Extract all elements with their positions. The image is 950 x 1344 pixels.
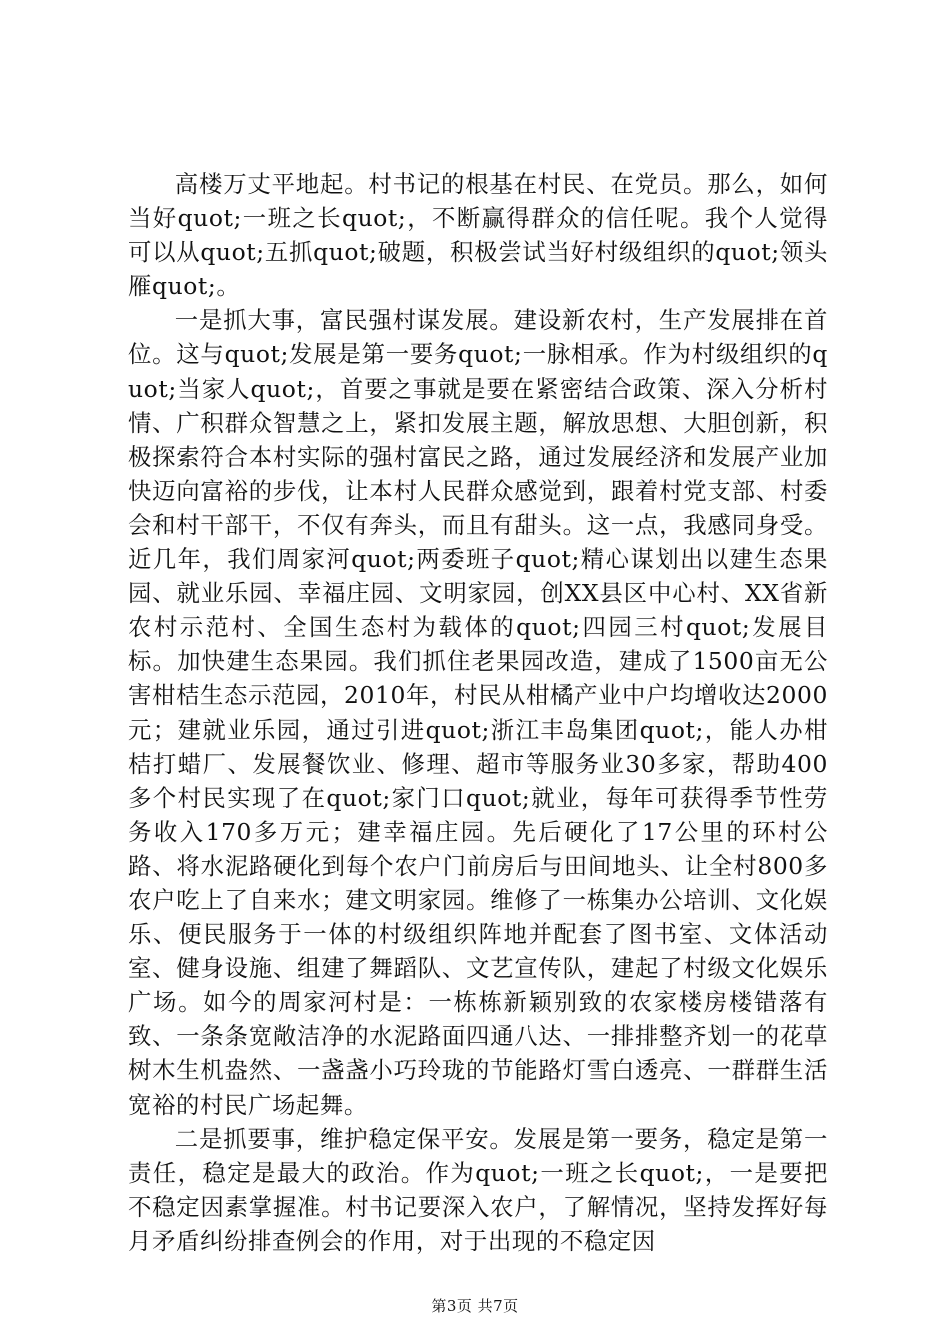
document-body [128, 167, 828, 1258]
page-number-footer: 第3页 共7页 [431, 1297, 519, 1315]
paragraph-intro: 高楼万丈平地起。村书记的根基在村民、在党员。那么，如何当好quot;一班之长quot;，不断赢得群众的信任呢。我个人觉得可以从quot;五抓quot;破题，积极尝试当好村级组织的quot;领头雁quot;。 [128, 170, 828, 301]
paragraph-first-point: 一是抓大事，富民强村谋发展。建设新农村，生产发展排在首位。这与quot;发展是第一要务quot;一脉相承。作为村级组织的quot;当家人quot;，首要之事就是要在紧密结合政策、深入分析村情、广积群众智慧之上，紧扣发展主题，解放思想、大胆创新，积极探索符合本村实际的强村富民之路，通过发展经济和发展产业加快迈向富裕的步伐，让本村人民群众感觉到，跟着村党支部、村委会和村干部干，不仅有奔头，而且有甜头。这一点，我感同身受。近几年，我们周家河quot;两委班子quot;精心谋划出以建生态果园、就业乐园、幸福庄园、文明家园，创XX县区中心村、XX省新农村示范村、全国生态村为载体的quot;四园三村quot;发展目标。加快建生态果园。我们抓住老果园改造，建成了1500亩无公害柑桔生态示范园，2010年，村民从柑橘产业中户均增收达2000元；建就业乐园，通过引进quot;浙江丰岛集团quot;，能人办柑桔打蜡厂、发展餐饮业、修理、超市等服务业30多家，帮助400多个村民实现了在quot;家门口quot;就业，每年可获得季节性劳务收入170多万元；建幸福庄园。先后硬化了17公里的环村公路、将水泥路硬化到每个农户门前房后与田间地头、让全村800多农户吃上了自来水；建文明家园。维修了一栋集办公培训、文化娱乐、便民服务于一体的村级组织阵地并配套了图书室、文体活动室、健身设施、组建了舞蹈队、文艺宣传队，建起了村级文化娱乐广场。如今的周家河村是：一栋栋新颖别致的农家楼房楼错落有致、一条条宽敞洁净的水泥路面四通八达、一排排整齐划一的花草树木生机盎然、一盏盏小巧玲珑的节能路灯雪白透亮、一群群生活宽裕的村民广场起舞。 [128, 306, 828, 1119]
paragraph-second-point: 二是抓要事，维护稳定保平安。发展是第一要务，稳定是第一责任，稳定是最大的政治。作为quot;一班之长quot;，一是要把不稳定因素掌握准。村书记要深入农户，了解情况，坚持发挥好每月矛盾纠纷排查例会的作用，对于出现的不稳定因 [128, 1124, 828, 1255]
